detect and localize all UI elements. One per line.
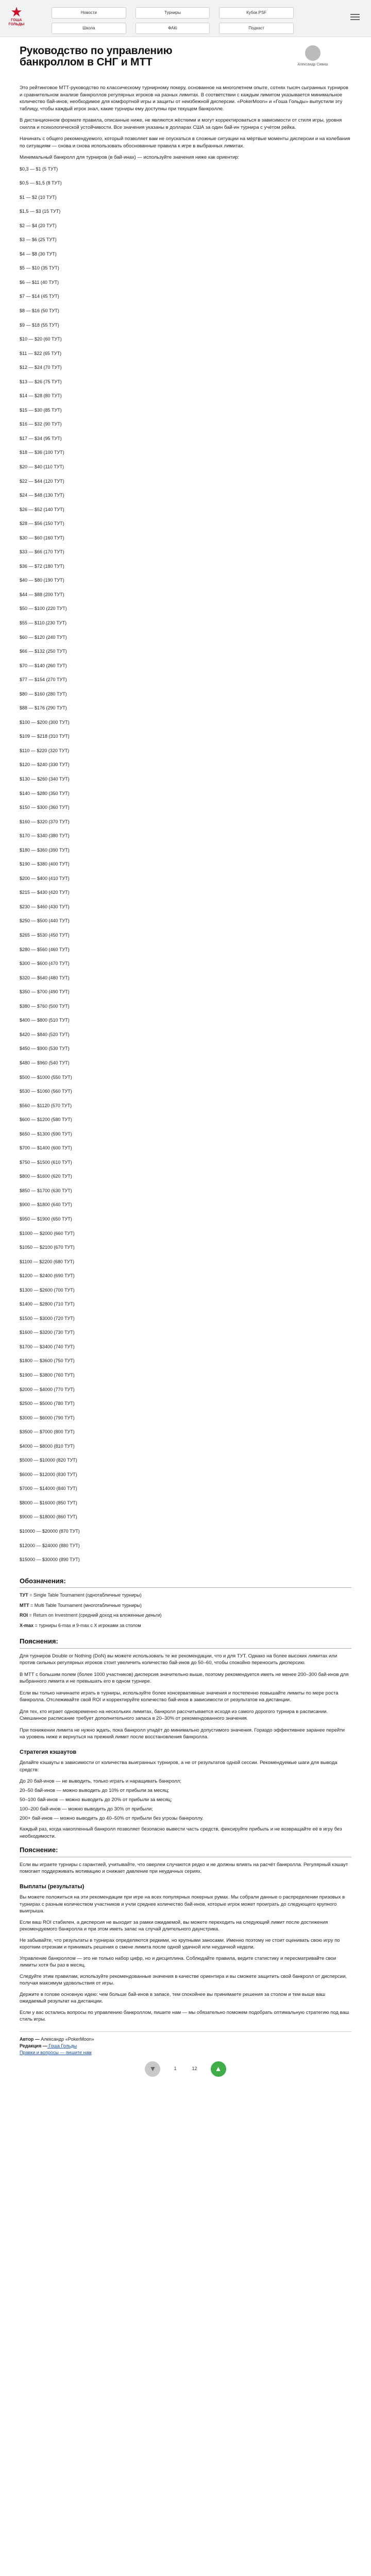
bankroll-row: $9000 — $18000 (860 ТУТ) [20,1514,77,1520]
payouts-paragraph: Управление банкроллом — это не только набор цифр, но и дисциплина. Соблюдайте правила, ведите статистику и пересматривайте свои лимиты хотя бы раз в месяц. [20,1955,336,1969]
bankroll-row: $150 — $300 (360 ТУТ) [20,805,70,810]
bankroll-row: $33 — $66 (170 ТУТ) [20,549,64,555]
bankroll-row: $88 — $176 (290 ТУТ) [20,705,67,711]
legend [20,1576,351,1630]
bankroll-row: $850 — $1700 (630 ТУТ) [20,1188,72,1193]
bankroll-row: $80 — $160 (280 ТУТ) [20,691,67,697]
bankroll-row: $140 — $280 (350 ТУТ) [20,790,70,796]
notes2-heading: Пояснение: [20,1845,351,1857]
legend-item: ROI = Return on Investment (средний доход на вложенные деньги) [20,1613,162,1618]
bankroll-row: $400 — $800 (510 ТУТ) [20,1018,70,1023]
bankroll-row: $55 — $110 (230 ТУТ) [20,620,67,625]
bankroll-row: $265 — $530 (450 ТУТ) [20,933,70,938]
notes-paragraph: При понижении лимита не нужно ждать, пока банкролл упадёт до минимально допустимого значения. Гораздо эффективнее заранее перейти на уровень ниже и вернуться на прежний лимит после восстановления банкролла. [20,1727,345,1740]
bankroll-row: $77 — $154 (270 ТУТ) [20,677,67,683]
strategy-section [20,1748,351,1875]
bankroll-row: $66 — $132 (250 ТУТ) [20,649,67,654]
legend-item: X-max = турниры 6-max и 9-max с X игроками за столом [20,1622,141,1628]
payouts-paragraph: Если ваш ROI стабилен, а дисперсия не выходит за рамки ожидаемой, вы можете переходить на следующий лимит после достижения рекомендуемого банкролла и при этом иметь запас на случай длительного даунстрика. [20,1919,328,1933]
bankroll-row: $1100 — $2200 (680 ТУТ) [20,1259,75,1264]
nav-item-school[interactable]: Школа [52,23,126,34]
site-header [0,0,371,37]
logo-text-line1: ГОША [11,19,22,22]
bankroll-row: $30 — $60 (160 ТУТ) [20,535,64,540]
divider [20,2031,351,2032]
bankroll-row: $6000 — $12000 (830 ТУТ) [20,1471,77,1477]
payouts-paragraph: Держите в голове основную идею: чем больше бай-инов в запасе, тем спокойнее вы принимаете решения за столом и тем выше ваш ожидаемый результат на дистанции. [20,1991,326,2005]
bankroll-row: $40 — $80 (190 ТУТ) [20,578,64,583]
bankroll-row: $600 — $1200 (580 ТУТ) [20,1117,72,1123]
bankroll-row: $17 — $34 (95 ТУТ) [20,435,62,441]
bankroll-row: $3 — $6 (25 ТУТ) [20,237,57,243]
bankroll-row: $280 — $560 (460 ТУТ) [20,946,70,952]
author-caption: Александр Сивиш [297,63,328,66]
payouts-section [20,1883,351,2023]
legend-item: ТУТ = Single Table Tournament (однотабличные турниры) [20,1592,142,1598]
notes-heading: Пояснения: [20,1636,351,1649]
site-logo[interactable] [7,5,26,27]
strategy-heading: Стратегия кэшаутов [20,1749,77,1755]
nav-item-psf-cup[interactable]: Кубок PSF [219,7,294,19]
bankroll-row: $950 — $1900 (650 ТУТ) [20,1216,72,1222]
bankroll-row: $13 — $26 (75 ТУТ) [20,379,62,384]
bankroll-row: $18 — $36 (100 ТУТ) [20,450,64,455]
bankroll-row: $8000 — $16000 (850 ТУТ) [20,1500,77,1505]
intro-paragraph: Минимальный банкролл для турниров (в бай-инах) — используйте значения ниже как ориентир: [20,155,240,160]
bankroll-row: $130 — $260 (340 ТУТ) [20,776,70,782]
bankroll-row: $12000 — $24000 (880 ТУТ) [20,1543,80,1548]
intro-paragraph: В дистанционном формате правила, описанные ниже, не являются жёсткими и могут корректироваться в зависимости от стиля игры, уровня скилла и психологической устойчивости. Все значения указаны в долларах США за один бай-ин турнира с учётом рейка. [20,117,342,130]
bankroll-row: $20 — $40 (110 ТУТ) [20,464,64,469]
bankroll-row: $10000 — $20000 (870 ТУТ) [20,1529,80,1534]
like-button[interactable] [211,2061,226,2077]
bankroll-row: $1 — $2 (10 ТУТ) [20,194,57,200]
bankroll-row: $16 — $32 (90 ТУТ) [20,421,62,427]
bankroll-row: $500 — $1000 (550 ТУТ) [20,1074,72,1080]
bankroll-row: $8 — $16 (50 ТУТ) [20,308,59,313]
bankroll-row: $3500 — $7000 (800 ТУТ) [20,1429,75,1435]
bankroll-row: $380 — $760 (500 ТУТ) [20,1003,70,1009]
bankroll-row: $170 — $340 (380 ТУТ) [20,833,70,839]
bankroll-row: $1600 — $3200 (730 ТУТ) [20,1330,75,1335]
nav-item-news[interactable]: Новости [52,7,126,19]
bankroll-row: $2000 — $4000 (770 ТУТ) [20,1386,75,1392]
menu-icon[interactable] [350,12,360,22]
bankroll-row: $320 — $640 (480 ТУТ) [20,975,70,980]
notes-paragraph: Если вы только начинаете играть в турниры, используйте более консервативные значения и постепенно повышайте лимиты по мере роста банкролла. Отслеживайте свой ROI и корректируйте количество бай-инов в зависимости от результатов на дистанции. [20,1690,339,1703]
sign-line: Автор — Александр «PokerMoon» [20,2036,94,2042]
bankroll-row: $14 — $28 (80 ТУТ) [20,393,62,399]
intro-paragraph: Это рейтинговое МТТ-руководство по классическому турнирному покеру, основанное на многолетнем опыте, сотнях тысяч сыгранных турниров и сравнительном анализе банкроллов регулярных игроков на разных лимитах. В соответствии с каждым лимитом указывается минимальное количество бай-инов, необходимое для комфортной игры и защиты от неизбежной дисперсии. «PokerMoon» и «Гоша Гольды» выпустили эту таблицу, чтобы каждый игрок знал, какие турниры ему доступны при текущем банкролле. [20,85,348,112]
bankroll-row: $44 — $88 (200 ТУТ) [20,591,64,597]
article-intro [20,84,351,161]
notes-paragraph: Для турниров Double or Nothing (DoN) вы можете использовать те же рекомендации, что и для ТУТ. Однако на более высоких лимитах или против сильных регулярных игроков стоит увеличить количество бай-инов до 50–60, чтобы спокойно переносить дисперсию. [20,1653,338,1666]
bankroll-row: $1500 — $3000 (720 ТУТ) [20,1315,75,1321]
nav-item-faq[interactable]: ФАКі [136,23,210,34]
dislike-button[interactable] [145,2061,160,2077]
bankroll-row: $70 — $140 (260 ТУТ) [20,663,67,668]
notes-paragraph: Для тех, кто играет одновременно на нескольких лимитах, банкролл рассчитывается исходя из самого дорогого турнира в расписании. Смешанное расписание требует дополнительного запаса в 20–30% от рекомендованного значения. [20,1708,328,1722]
bankroll-row: $109 — $218 (310 ТУТ) [20,734,70,739]
bankroll-row: $450 — $900 (530 ТУТ) [20,1046,70,1052]
bankroll-row: $7 — $14 (45 ТУТ) [20,294,59,299]
bankroll-row: $110 — $220 (320 ТУТ) [20,748,70,753]
article-header [20,45,351,84]
bankroll-row: $3000 — $6000 (790 ТУТ) [20,1415,75,1420]
payouts-paragraph: Не забывайте, что результаты в турнирах определяются редкими, но крупными заносами. Именно поэтому не стоит оценивать свою игру по коротким отрезкам и принимать решения о смене лимита после одной удачной или неудачной недели. [20,1937,340,1951]
bankroll-row: $0,5 — $1,5 (8 ТУТ) [20,180,62,186]
stage-item: До 20 бай-инов — не выводить, только играть и наращивать банкролл; [20,1778,181,1785]
article-title: Руководство по управлению банкроллом в СНГ и МТТ [20,45,173,68]
bankroll-row: $10 — $20 (60 ТУТ) [20,336,62,342]
sign-line: Редакция — Гоша Гольды [20,2043,77,2048]
bankroll-row: $15000 — $30000 (890 ТУТ) [20,1557,80,1563]
bankroll-row: $36 — $72 (180 ТУТ) [20,563,64,569]
bankroll-row: $12 — $24 (70 ТУТ) [20,365,62,370]
author-card[interactable] [274,45,351,68]
payouts-heading: Выплаты (результаты) [20,1883,85,1890]
stage-item: 200+ бай-инов — можно выводить до 40–50% от прибыли без угрозы банкроллу. [20,1816,204,1822]
bankroll-row: $11 — $22 (65 ТУТ) [20,350,62,356]
bankroll-row: $750 — $1500 (610 ТУТ) [20,1159,72,1165]
bankroll-row: $230 — $460 (430 ТУТ) [20,904,70,909]
feedback-link[interactable]: Правки и вопросы — пишите нам [20,2049,92,2055]
notes2-paragraph: Если вы играете турниры с гарантией, учитывайте, что оверлеи случаются редко и не должны влиять на расчёт банкролла. Регулярный кэшаут помогает поддерживать мотивацию и снижает давление при неудачных сериях. [20,1861,348,1875]
bankroll-row: $215 — $430 (420 ТУТ) [20,890,70,895]
bankroll-row: $1200 — $2400 (690 ТУТ) [20,1273,75,1279]
bankroll-row: $300 — $600 (470 ТУТ) [20,961,70,967]
bankroll-row: $100 — $200 (300 ТУТ) [20,719,70,725]
bankroll-row: $24 — $48 (130 ТУТ) [20,493,64,498]
bankroll-row: $700 — $1400 (600 ТУТ) [20,1145,72,1151]
nav-item-podcast[interactable]: Подкаст [219,23,294,34]
legend-title: Обозначения: [20,1576,351,1588]
bankroll-row: $7000 — $14000 (840 ТУТ) [20,1486,77,1492]
bankroll-row: $480 — $960 (540 ТУТ) [20,1060,70,1065]
bankroll-row: $530 — $1060 (560 ТУТ) [20,1089,72,1094]
thumbs-down-icon: ▼ [149,2064,157,2073]
bankroll-row: $1800 — $3600 (750 ТУТ) [20,1358,75,1364]
like-count: 12 [192,2065,197,2071]
bankroll-row: $800 — $1600 (620 ТУТ) [20,1174,72,1179]
bankroll-row: $180 — $360 (390 ТУТ) [20,847,70,853]
stage-item: 20–50 бай-инов — можно выводить до 10% от прибыли за месяц; [20,1788,170,1794]
bankroll-row: $4 — $8 (30 ТУТ) [20,251,57,257]
bankroll-row: $5000 — $10000 (820 ТУТ) [20,1458,77,1463]
bankroll-row: $1700 — $3400 (740 ТУТ) [20,1344,75,1349]
bankroll-row: $4000 — $8000 (810 ТУТ) [20,1443,75,1449]
bankroll-row: $350 — $700 (490 ТУТ) [20,989,70,995]
bankroll-row: $560 — $1120 (570 ТУТ) [20,1103,72,1108]
stage-item: 50–100 бай-инов — можно выводить до 20% от прибыли за месяц; [20,1797,172,1803]
bankroll-row: $9 — $18 (55 ТУТ) [20,322,59,328]
bankroll-row: $6 — $11 (40 ТУТ) [20,279,59,285]
intro-paragraph: Начинать с общего рекомендуемого, который позволяет вам не опускаться в сложные ситуации на мёртвые моменты дисперсии и на колебания по ситуациям — снова и снова использовать обоснованные правила к игре в выбранных лимитах. [20,136,350,149]
bankroll-row: $5 — $10 (35 ТУТ) [20,265,59,271]
bankroll-row: $2500 — $5000 (780 ТУТ) [20,1401,75,1406]
stage-list [20,1778,351,1822]
bankroll-row: $1050 — $2100 (670 ТУТ) [20,1245,75,1250]
bankroll-row: $0,3 — $1 (5 ТУТ) [20,166,58,172]
bankroll-row: $2 — $4 (20 ТУТ) [20,223,57,228]
bankroll-row: $900 — $1800 (640 ТУТ) [20,1202,72,1208]
stage-item: 100–200 бай-инов — можно выводить до 30% от прибыли; [20,1806,153,1812]
signature [20,2036,351,2056]
bankroll-row: $15 — $30 (85 ТУТ) [20,407,62,413]
article [0,37,371,2087]
payouts-paragraph: Следуйте этим правилам, используйте рекомендованные значения в качестве ориентира и вы сможете защитить свой банкролл от дисперсии, получая максимум удовольствия от игры. [20,1973,347,1987]
bankroll-row: $60 — $120 (240 ТУТ) [20,634,67,640]
strategy-intro: Делайте кэшауты в зависимости от количества выигранных турниров, а не от результатов одной сессии. Рекомендуемые шаги для вывода средств: [20,1760,338,1773]
bankroll-row: $190 — $380 (400 ТУТ) [20,861,70,867]
bankroll-row: $50 — $100 (220 ТУТ) [20,606,67,612]
star-icon: ★ [10,4,23,20]
notes-section [20,1636,351,1741]
bankroll-row: $26 — $52 (140 ТУТ) [20,506,64,512]
bankroll-list [20,166,351,1571]
avatar [305,45,321,61]
legend-item: МТТ = Multi Table Tournament (многотабличные турниры) [20,1602,142,1608]
payouts-paragraph: Если у вас остались вопросы по управлению банкроллом, пишите нам — мы обязательно поможем подобрать оптимальную стратегию под ваш стиль игры. [20,2009,349,2023]
bankroll-row: $420 — $840 (520 ТУТ) [20,1031,70,1037]
bankroll-row: $650 — $1300 (590 ТУТ) [20,1131,72,1137]
bankroll-row: $200 — $400 (410 ТУТ) [20,875,70,881]
bankroll-row: $22 — $44 (120 ТУТ) [20,478,64,484]
nav-item-tournaments[interactable]: Турниры [136,7,210,19]
dislike-count: 1 [174,2065,177,2071]
bankroll-row: $1,5 — $3 (15 ТУТ) [20,209,61,214]
logo-text-line2: ГОЛЬДЫ [8,23,25,26]
bankroll-row: $120 — $240 (330 ТУТ) [20,762,70,768]
main-nav [52,7,294,34]
bankroll-row: $1300 — $2600 (700 ТУТ) [20,1287,75,1293]
bankroll-row: $1900 — $3800 (760 ТУТ) [20,1372,75,1378]
thumbs-up-icon: ▲ [214,2064,222,2073]
bankroll-row: $1000 — $2000 (660 ТУТ) [20,1230,75,1236]
strategy-outro: Каждый раз, когда накопленный банкролл позволяет безопасно вывести часть средств, фиксируйте прибыль и не возвращайте её в игру без необходимости. [20,1826,342,1839]
reactions [20,2061,351,2077]
bankroll-row: $28 — $56 (150 ТУТ) [20,521,64,527]
bankroll-row: $250 — $500 (440 ТУТ) [20,918,70,924]
bankroll-row: $1400 — $2800 (710 ТУТ) [20,1301,75,1307]
notes-paragraph: В МТТ с большим полем (более 1000 участников) дисперсия значительно выше, поэтому рекомендуется иметь не менее 200–300 бай-инов для выбранного лимита и не превышать его в одном турнире. [20,1671,349,1685]
bankroll-row: $160 — $320 (370 ТУТ) [20,819,70,824]
payouts-paragraph: Вы можете положиться на эти рекомендации при игре на всех популярных покерных румах. Мы собрали данные о распределении призовых в турнирах с разным количеством участников и учли среднее количество бай-инов, которые игрок может проиграть до следующего крупного выигрыша. [20,1894,345,1914]
